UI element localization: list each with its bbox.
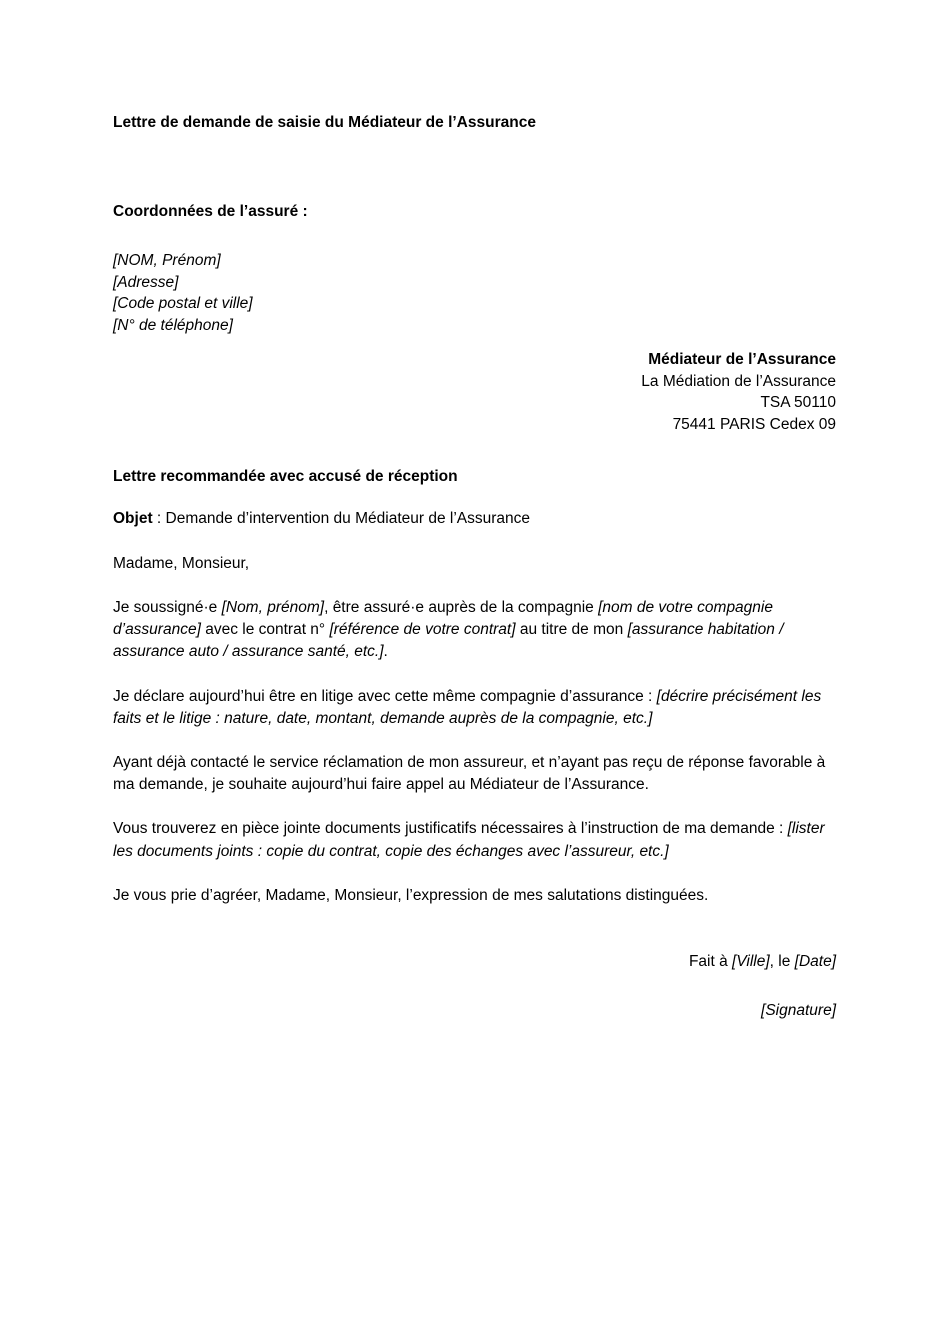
p1-segment-5: .	[383, 643, 388, 661]
p1-segment-2: , être assuré·e auprès de la compagnie	[324, 599, 599, 616]
p1-segment-4: au titre de mon	[515, 621, 628, 639]
body-paragraph-5	[113, 863, 836, 907]
p1-segment-1: Je soussigné·e	[113, 599, 222, 616]
sender-phone: [N° de téléphone]	[113, 316, 233, 334]
subject-label: Objet	[113, 510, 153, 527]
city-placeholder: [Ville]	[732, 953, 770, 971]
place-and-date-line	[113, 907, 836, 973]
date-separator: , le	[769, 953, 795, 971]
signature-placeholder: [Signature]	[761, 1002, 836, 1020]
recipient-postal-city: 75441 PARIS Cedex 09	[672, 415, 836, 433]
recipient-po-box: TSA 50110	[760, 394, 836, 411]
p1-placeholder-name: [Nom, prénom]	[221, 599, 325, 616]
signature-line	[113, 973, 836, 1022]
p4-placeholder-documents-list: [lister les documents joints : copie du contrat, copie des échanges avec l’assureur, etc.]	[113, 820, 825, 860]
p1-placeholder-insurance-type: [assurance habitation / assurance auto / assurance santé, etc.]	[113, 621, 784, 661]
body-paragraph-1	[113, 575, 836, 664]
recipient-organisation: La Médiation de l’Assurance	[641, 372, 836, 390]
sender-postal-city: [Code postal et ville]	[113, 295, 253, 312]
p3-segment-1: Ayant déjà contacté le service réclamation de mon assureur, et n’ayant pas reçu de réponse favorable à ma demande, je souhaite aujourd’hui faire appel au Médiateur de l’Assurance.	[113, 754, 826, 794]
date-placeholder: [Date]	[794, 953, 836, 971]
subject-line	[113, 488, 836, 530]
p1-placeholder-company: [nom de votre compagnie d’assurance]	[113, 599, 773, 639]
salutation: Madame, Monsieur,	[113, 555, 250, 572]
body-paragraph-4	[113, 796, 836, 862]
p2-segment-1: Je déclare aujourd’hui être en litige avec cette même compagnie d’assurance :	[113, 687, 657, 705]
document-content	[113, 0, 836, 1022]
sender-address-block	[113, 223, 836, 336]
p5-segment-1: Je vous prie d’agréer, Madame, Monsieur, l’expression de mes salutations distinguées.	[113, 886, 709, 904]
made-at-prefix: Fait à	[688, 953, 733, 971]
recipient-name: Médiateur de l’Assurance	[648, 351, 836, 368]
page-title: Lettre de demande de saisie du Médiateur de l’Assurance	[113, 114, 536, 131]
sender-section-heading: Coordonnées de l’assuré :	[113, 203, 308, 220]
sender-name: [NOM, Prénom]	[113, 252, 221, 269]
p1-placeholder-contract-ref: [référence de votre contrat]	[329, 621, 516, 639]
sender-address: [Adresse]	[113, 273, 179, 291]
recipient-address-block	[113, 336, 836, 435]
registered-mail-notice: Lettre recommandée avec accusé de réception	[113, 468, 458, 485]
p4-segment-1: Vous trouverez en pièce jointe documents justificatifs nécessaires à l’instruction de ma demande :	[113, 820, 788, 838]
p1-segment-3: avec le contrat n°	[200, 621, 330, 639]
body-paragraph-3	[113, 730, 836, 796]
p2-placeholder-dispute-details: [décrire précisément les faits et le litige : nature, date, montant, demande auprès de la compagnie, etc.]	[113, 687, 822, 727]
body-paragraph-2	[113, 664, 836, 730]
subject-text: : Demande d’intervention du Médiateur de l’Assurance	[152, 510, 531, 527]
